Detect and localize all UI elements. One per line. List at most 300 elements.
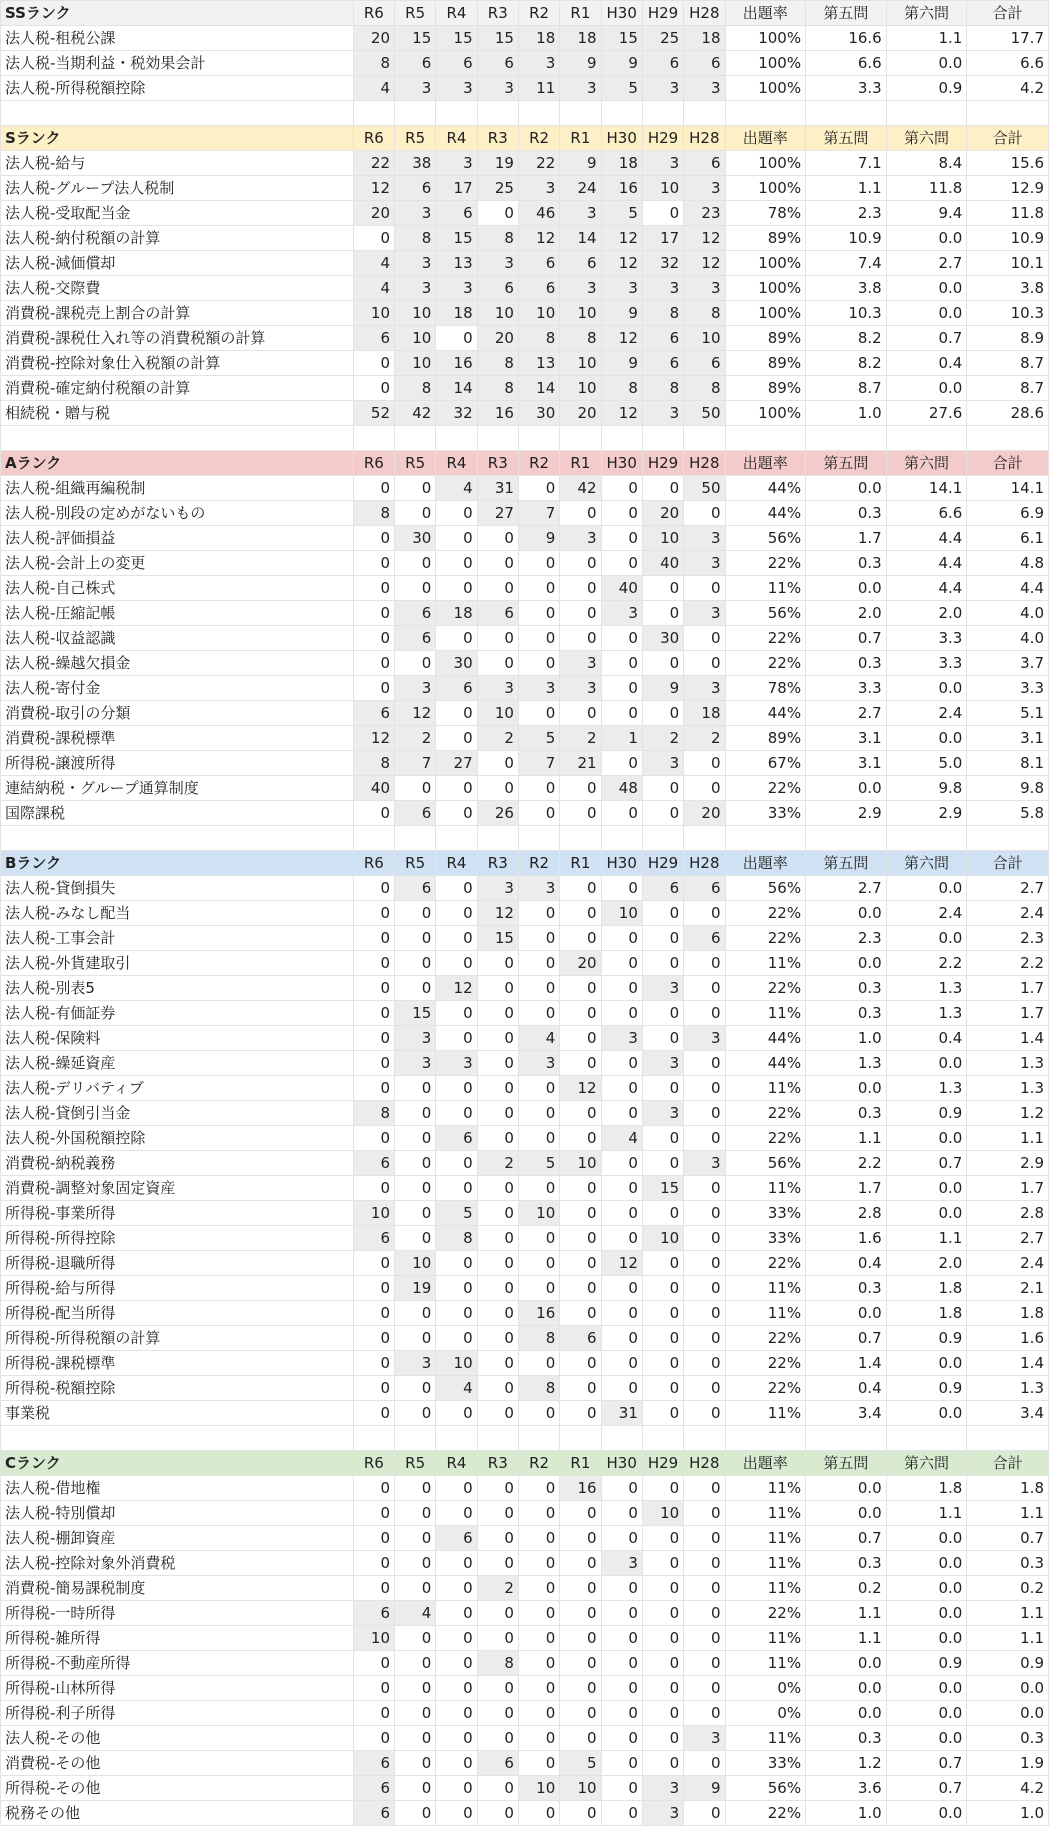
- q5-cell[interactable]: 0.0: [806, 1076, 887, 1101]
- empty-cell[interactable]: [601, 101, 642, 126]
- year-score-cell[interactable]: 5: [518, 726, 559, 751]
- empty-cell[interactable]: [684, 826, 725, 851]
- year-score-cell[interactable]: 10: [560, 1151, 601, 1176]
- year-score-cell[interactable]: 0: [395, 576, 436, 601]
- column-header[interactable]: R2: [518, 1451, 559, 1476]
- year-score-cell[interactable]: 0: [642, 651, 683, 676]
- year-score-cell[interactable]: 3: [560, 76, 601, 101]
- year-score-cell[interactable]: 0: [477, 1801, 518, 1826]
- year-score-cell[interactable]: 0: [560, 901, 601, 926]
- year-score-cell[interactable]: 0: [353, 576, 394, 601]
- year-score-cell[interactable]: 0: [642, 701, 683, 726]
- year-score-cell[interactable]: 0: [518, 1651, 559, 1676]
- rate-cell[interactable]: 22%: [725, 1101, 806, 1126]
- year-score-cell[interactable]: 0: [353, 951, 394, 976]
- q5-cell[interactable]: 7.1: [806, 151, 887, 176]
- year-score-cell[interactable]: 0: [436, 701, 477, 726]
- year-score-cell[interactable]: 6: [684, 51, 725, 76]
- year-score-cell[interactable]: 3: [601, 1026, 642, 1051]
- year-score-cell[interactable]: 3: [642, 401, 683, 426]
- year-score-cell[interactable]: 0: [601, 1576, 642, 1601]
- year-score-cell[interactable]: 10: [436, 1351, 477, 1376]
- total-cell[interactable]: 4.2: [967, 1776, 1049, 1801]
- year-score-cell[interactable]: 0: [642, 201, 683, 226]
- q5-cell[interactable]: 0.0: [806, 1651, 887, 1676]
- year-score-cell[interactable]: 0: [477, 1726, 518, 1751]
- total-cell[interactable]: 2.3: [967, 926, 1049, 951]
- total-cell[interactable]: 2.2: [967, 951, 1049, 976]
- year-score-cell[interactable]: 0: [353, 1126, 394, 1151]
- year-score-cell[interactable]: 0: [601, 1701, 642, 1726]
- empty-cell[interactable]: [725, 1426, 806, 1451]
- q6-cell[interactable]: 1.1: [886, 1501, 967, 1526]
- q5-cell[interactable]: 1.1: [806, 1626, 887, 1651]
- year-score-cell[interactable]: 0: [601, 1326, 642, 1351]
- year-score-cell[interactable]: 0: [684, 1126, 725, 1151]
- total-cell[interactable]: 2.1: [967, 1276, 1049, 1301]
- year-score-cell[interactable]: 0: [436, 1251, 477, 1276]
- year-score-cell[interactable]: 16: [436, 351, 477, 376]
- year-score-cell[interactable]: 0: [436, 1576, 477, 1601]
- empty-cell[interactable]: [560, 826, 601, 851]
- year-score-cell[interactable]: 0: [436, 1776, 477, 1801]
- year-score-cell[interactable]: 0: [353, 551, 394, 576]
- column-header[interactable]: 出題率: [725, 1, 806, 26]
- year-score-cell[interactable]: 3: [684, 601, 725, 626]
- year-score-cell[interactable]: 6: [353, 326, 394, 351]
- year-score-cell[interactable]: 15: [436, 226, 477, 251]
- year-score-cell[interactable]: 0: [684, 576, 725, 601]
- row-name-cell[interactable]: 所得税-山林所得: [1, 1676, 354, 1701]
- year-score-cell[interactable]: 6: [436, 201, 477, 226]
- year-score-cell[interactable]: 0: [601, 1051, 642, 1076]
- row-name-cell[interactable]: 所得税-税額控除: [1, 1376, 354, 1401]
- year-score-cell[interactable]: 0: [477, 1251, 518, 1276]
- year-score-cell[interactable]: 0: [684, 1626, 725, 1651]
- year-score-cell[interactable]: 0: [518, 1551, 559, 1576]
- year-score-cell[interactable]: 0: [395, 1676, 436, 1701]
- q5-cell[interactable]: 0.7: [806, 626, 887, 651]
- year-score-cell[interactable]: 0: [518, 476, 559, 501]
- year-score-cell[interactable]: 6: [684, 351, 725, 376]
- year-score-cell[interactable]: 0: [642, 1576, 683, 1601]
- empty-cell[interactable]: [806, 101, 887, 126]
- total-cell[interactable]: 1.8: [967, 1301, 1049, 1326]
- empty-cell[interactable]: [518, 101, 559, 126]
- total-cell[interactable]: 0.7: [967, 1526, 1049, 1551]
- total-cell[interactable]: 2.9: [967, 1151, 1049, 1176]
- row-name-cell[interactable]: 消費税-控除対象仕入税額の計算: [1, 351, 354, 376]
- row-name-cell[interactable]: 連結納税・グループ通算制度: [1, 776, 354, 801]
- column-header[interactable]: 第六問: [886, 1451, 967, 1476]
- year-score-cell[interactable]: 17: [642, 226, 683, 251]
- year-score-cell[interactable]: 3: [642, 751, 683, 776]
- total-cell[interactable]: 0.0: [967, 1701, 1049, 1726]
- year-score-cell[interactable]: 0: [601, 1076, 642, 1101]
- q5-cell[interactable]: 2.2: [806, 1151, 887, 1176]
- year-score-cell[interactable]: 3: [642, 151, 683, 176]
- year-score-cell[interactable]: 6: [436, 676, 477, 701]
- year-score-cell[interactable]: 31: [477, 476, 518, 501]
- year-score-cell[interactable]: 6: [684, 876, 725, 901]
- year-score-cell[interactable]: 3: [518, 676, 559, 701]
- year-score-cell[interactable]: 3: [642, 76, 683, 101]
- year-score-cell[interactable]: 16: [601, 176, 642, 201]
- year-score-cell[interactable]: 0: [353, 1501, 394, 1526]
- empty-cell[interactable]: [560, 426, 601, 451]
- total-cell[interactable]: 14.1: [967, 476, 1049, 501]
- total-cell[interactable]: 1.1: [967, 1501, 1049, 1526]
- total-cell[interactable]: 28.6: [967, 401, 1049, 426]
- row-name-cell[interactable]: 税務その他: [1, 1801, 354, 1826]
- year-score-cell[interactable]: 0: [436, 326, 477, 351]
- year-score-cell[interactable]: 0: [477, 1001, 518, 1026]
- year-score-cell[interactable]: 0: [601, 1601, 642, 1626]
- rate-cell[interactable]: 33%: [725, 1201, 806, 1226]
- total-cell[interactable]: 15.6: [967, 151, 1049, 176]
- year-score-cell[interactable]: 2: [477, 1576, 518, 1601]
- q5-cell[interactable]: 0.0: [806, 576, 887, 601]
- year-score-cell[interactable]: 0: [518, 1076, 559, 1101]
- year-score-cell[interactable]: 10: [601, 901, 642, 926]
- year-score-cell[interactable]: 0: [353, 1401, 394, 1426]
- row-name-cell[interactable]: 法人税-控除対象外消費税: [1, 1551, 354, 1576]
- year-score-cell[interactable]: 10: [642, 1501, 683, 1526]
- year-score-cell[interactable]: 0: [436, 526, 477, 551]
- total-cell[interactable]: 3.7: [967, 651, 1049, 676]
- year-score-cell[interactable]: 30: [518, 401, 559, 426]
- empty-cell[interactable]: [886, 101, 967, 126]
- q5-cell[interactable]: 10.3: [806, 301, 887, 326]
- year-score-cell[interactable]: 0: [395, 501, 436, 526]
- empty-cell[interactable]: [395, 426, 436, 451]
- year-score-cell[interactable]: 23: [684, 201, 725, 226]
- q5-cell[interactable]: 0.2: [806, 1576, 887, 1601]
- year-score-cell[interactable]: 10: [642, 176, 683, 201]
- year-score-cell[interactable]: 0: [642, 1026, 683, 1051]
- q5-cell[interactable]: 1.2: [806, 1751, 887, 1776]
- year-score-cell[interactable]: 0: [518, 1726, 559, 1751]
- year-score-cell[interactable]: 3: [395, 76, 436, 101]
- year-score-cell[interactable]: 22: [353, 151, 394, 176]
- year-score-cell[interactable]: 0: [601, 1626, 642, 1651]
- q6-cell[interactable]: 27.6: [886, 401, 967, 426]
- q6-cell[interactable]: 0.0: [886, 726, 967, 751]
- year-score-cell[interactable]: 0: [601, 1301, 642, 1326]
- year-score-cell[interactable]: 0: [353, 901, 394, 926]
- year-score-cell[interactable]: 6: [642, 876, 683, 901]
- year-score-cell[interactable]: 0: [477, 976, 518, 1001]
- year-score-cell[interactable]: 6: [353, 1801, 394, 1826]
- year-score-cell[interactable]: 3: [518, 176, 559, 201]
- rate-cell[interactable]: 11%: [725, 1726, 806, 1751]
- column-header[interactable]: 第六問: [886, 1, 967, 26]
- q6-cell[interactable]: 0.0: [886, 876, 967, 901]
- year-score-cell[interactable]: 18: [436, 601, 477, 626]
- rate-cell[interactable]: 22%: [725, 1326, 806, 1351]
- rate-cell[interactable]: 22%: [725, 651, 806, 676]
- empty-cell[interactable]: [725, 101, 806, 126]
- year-score-cell[interactable]: 10: [395, 326, 436, 351]
- year-score-cell[interactable]: 0: [518, 1476, 559, 1501]
- q6-cell[interactable]: 0.0: [886, 1126, 967, 1151]
- total-cell[interactable]: 1.3: [967, 1376, 1049, 1401]
- year-score-cell[interactable]: 10: [477, 301, 518, 326]
- year-score-cell[interactable]: 0: [560, 976, 601, 1001]
- row-name-cell[interactable]: 法人税-グループ法人税制: [1, 176, 354, 201]
- rate-cell[interactable]: 11%: [725, 951, 806, 976]
- rate-cell[interactable]: 33%: [725, 801, 806, 826]
- empty-cell[interactable]: [806, 426, 887, 451]
- year-score-cell[interactable]: 0: [436, 1001, 477, 1026]
- year-score-cell[interactable]: 9: [601, 351, 642, 376]
- year-score-cell[interactable]: 0: [560, 1101, 601, 1126]
- column-header[interactable]: H29: [642, 1, 683, 26]
- column-header[interactable]: R1: [560, 1, 601, 26]
- year-score-cell[interactable]: 0: [642, 1651, 683, 1676]
- column-header[interactable]: R4: [436, 451, 477, 476]
- rate-cell[interactable]: 11%: [725, 1576, 806, 1601]
- q5-cell[interactable]: 1.1: [806, 1126, 887, 1151]
- year-score-cell[interactable]: 0: [684, 1551, 725, 1576]
- empty-cell[interactable]: [436, 426, 477, 451]
- q6-cell[interactable]: 4.4: [886, 551, 967, 576]
- year-score-cell[interactable]: 9: [601, 301, 642, 326]
- empty-cell[interactable]: [395, 1426, 436, 1451]
- q6-cell[interactable]: 2.0: [886, 601, 967, 626]
- rate-cell[interactable]: 100%: [725, 76, 806, 101]
- column-header[interactable]: R1: [560, 1451, 601, 1476]
- q6-cell[interactable]: 0.9: [886, 76, 967, 101]
- year-score-cell[interactable]: 10: [353, 1201, 394, 1226]
- year-score-cell[interactable]: 0: [684, 1476, 725, 1501]
- row-name-cell[interactable]: 法人税-別段の定めがないもの: [1, 501, 354, 526]
- year-score-cell[interactable]: 17: [436, 176, 477, 201]
- q6-cell[interactable]: 0.0: [886, 926, 967, 951]
- total-cell[interactable]: 8.7: [967, 351, 1049, 376]
- year-score-cell[interactable]: 0: [601, 1501, 642, 1526]
- column-header[interactable]: H28: [684, 126, 725, 151]
- year-score-cell[interactable]: 8: [601, 376, 642, 401]
- total-cell[interactable]: 1.7: [967, 1176, 1049, 1201]
- year-score-cell[interactable]: 0: [684, 1226, 725, 1251]
- year-score-cell[interactable]: 4: [353, 276, 394, 301]
- rate-cell[interactable]: 22%: [725, 1376, 806, 1401]
- year-score-cell[interactable]: 0: [395, 1726, 436, 1751]
- row-name-cell[interactable]: 法人税-納付税額の計算: [1, 226, 354, 251]
- year-score-cell[interactable]: 0: [436, 576, 477, 601]
- year-score-cell[interactable]: 3: [642, 276, 683, 301]
- year-score-cell[interactable]: 0: [395, 651, 436, 676]
- total-cell[interactable]: 10.1: [967, 251, 1049, 276]
- empty-cell[interactable]: [560, 1426, 601, 1451]
- column-header[interactable]: R1: [560, 851, 601, 876]
- year-score-cell[interactable]: 0: [395, 1776, 436, 1801]
- column-header[interactable]: 第六問: [886, 126, 967, 151]
- year-score-cell[interactable]: 5: [436, 1201, 477, 1226]
- row-name-cell[interactable]: 法人税-寄付金: [1, 676, 354, 701]
- year-score-cell[interactable]: 0: [518, 1226, 559, 1251]
- year-score-cell[interactable]: 0: [395, 1176, 436, 1201]
- year-score-cell[interactable]: 0: [684, 751, 725, 776]
- q5-cell[interactable]: 6.6: [806, 51, 887, 76]
- column-header[interactable]: H28: [684, 851, 725, 876]
- q6-cell[interactable]: 2.0: [886, 1251, 967, 1276]
- year-score-cell[interactable]: 3: [642, 1776, 683, 1801]
- q6-cell[interactable]: 0.0: [886, 1401, 967, 1426]
- row-name-cell[interactable]: 相続税・贈与税: [1, 401, 354, 426]
- year-score-cell[interactable]: 20: [684, 801, 725, 826]
- year-score-cell[interactable]: 0: [477, 1526, 518, 1551]
- year-score-cell[interactable]: 3: [642, 976, 683, 1001]
- year-score-cell[interactable]: 0: [518, 1176, 559, 1201]
- year-score-cell[interactable]: 0: [684, 1051, 725, 1076]
- empty-cell[interactable]: [1, 101, 354, 126]
- year-score-cell[interactable]: 0: [353, 1276, 394, 1301]
- total-cell[interactable]: 8.9: [967, 326, 1049, 351]
- year-score-cell[interactable]: 3: [684, 1151, 725, 1176]
- column-header[interactable]: H28: [684, 451, 725, 476]
- year-score-cell[interactable]: 4: [353, 76, 394, 101]
- q5-cell[interactable]: 1.3: [806, 1051, 887, 1076]
- year-score-cell[interactable]: 12: [518, 226, 559, 251]
- year-score-cell[interactable]: 40: [642, 551, 683, 576]
- total-cell[interactable]: 1.4: [967, 1351, 1049, 1376]
- rate-cell[interactable]: 22%: [725, 1251, 806, 1276]
- year-score-cell[interactable]: 0: [601, 1176, 642, 1201]
- year-score-cell[interactable]: 10: [560, 1776, 601, 1801]
- year-score-cell[interactable]: 12: [601, 226, 642, 251]
- year-score-cell[interactable]: 0: [684, 1801, 725, 1826]
- year-score-cell[interactable]: 14: [518, 376, 559, 401]
- row-name-cell[interactable]: 法人税-工事会計: [1, 926, 354, 951]
- year-score-cell[interactable]: 0: [684, 1001, 725, 1026]
- rate-cell[interactable]: 67%: [725, 751, 806, 776]
- row-name-cell[interactable]: 国際課税: [1, 801, 354, 826]
- year-score-cell[interactable]: 0: [684, 626, 725, 651]
- year-score-cell[interactable]: 0: [477, 1126, 518, 1151]
- year-score-cell[interactable]: 0: [436, 951, 477, 976]
- year-score-cell[interactable]: 0: [560, 1676, 601, 1701]
- total-cell[interactable]: 11.8: [967, 201, 1049, 226]
- rate-cell[interactable]: 89%: [725, 351, 806, 376]
- year-score-cell[interactable]: 0: [560, 1551, 601, 1576]
- total-cell[interactable]: 4.8: [967, 551, 1049, 576]
- year-score-cell[interactable]: 12: [601, 326, 642, 351]
- q6-cell[interactable]: 0.9: [886, 1101, 967, 1126]
- year-score-cell[interactable]: 30: [642, 626, 683, 651]
- q5-cell[interactable]: 3.3: [806, 676, 887, 701]
- year-score-cell[interactable]: 0: [560, 601, 601, 626]
- year-score-cell[interactable]: 0: [601, 951, 642, 976]
- year-score-cell[interactable]: 0: [518, 976, 559, 1001]
- year-score-cell[interactable]: 0: [601, 926, 642, 951]
- column-header[interactable]: 合計: [967, 126, 1049, 151]
- year-score-cell[interactable]: 0: [353, 626, 394, 651]
- q5-cell[interactable]: 0.0: [806, 476, 887, 501]
- year-score-cell[interactable]: 6: [395, 601, 436, 626]
- year-score-cell[interactable]: 0: [477, 1276, 518, 1301]
- year-score-cell[interactable]: 15: [395, 1001, 436, 1026]
- year-score-cell[interactable]: 10: [642, 526, 683, 551]
- year-score-cell[interactable]: 0: [395, 1126, 436, 1151]
- q5-cell[interactable]: 0.3: [806, 1276, 887, 1301]
- year-score-cell[interactable]: 3: [518, 1051, 559, 1076]
- year-score-cell[interactable]: 0: [684, 1701, 725, 1726]
- empty-cell[interactable]: [642, 101, 683, 126]
- year-score-cell[interactable]: 0: [436, 501, 477, 526]
- year-score-cell[interactable]: 6: [560, 1326, 601, 1351]
- year-score-cell[interactable]: 0: [601, 1776, 642, 1801]
- q6-cell[interactable]: 2.4: [886, 701, 967, 726]
- year-score-cell[interactable]: 0: [560, 1301, 601, 1326]
- rate-cell[interactable]: 22%: [725, 1126, 806, 1151]
- column-header[interactable]: R1: [560, 126, 601, 151]
- year-score-cell[interactable]: 0: [560, 1201, 601, 1226]
- row-name-cell[interactable]: 法人税-減価償却: [1, 251, 354, 276]
- year-score-cell[interactable]: 6: [353, 1751, 394, 1776]
- year-score-cell[interactable]: 0: [601, 526, 642, 551]
- year-score-cell[interactable]: 0: [642, 1301, 683, 1326]
- rate-cell[interactable]: 44%: [725, 701, 806, 726]
- year-score-cell[interactable]: 40: [601, 576, 642, 601]
- empty-cell[interactable]: [436, 101, 477, 126]
- row-name-cell[interactable]: 消費税-課税売上割合の計算: [1, 301, 354, 326]
- year-score-cell[interactable]: 0: [560, 1651, 601, 1676]
- rate-cell[interactable]: 22%: [725, 1351, 806, 1376]
- q5-cell[interactable]: 1.4: [806, 1351, 887, 1376]
- q6-cell[interactable]: 14.1: [886, 476, 967, 501]
- year-score-cell[interactable]: 0: [642, 601, 683, 626]
- empty-cell[interactable]: [436, 1426, 477, 1451]
- year-score-cell[interactable]: 3: [436, 276, 477, 301]
- empty-cell[interactable]: [806, 826, 887, 851]
- year-score-cell[interactable]: 7: [518, 751, 559, 776]
- column-header[interactable]: 第六問: [886, 851, 967, 876]
- rate-cell[interactable]: 100%: [725, 401, 806, 426]
- rate-cell[interactable]: 78%: [725, 676, 806, 701]
- year-score-cell[interactable]: 0: [353, 1351, 394, 1376]
- year-score-cell[interactable]: 8: [642, 301, 683, 326]
- q5-cell[interactable]: 3.1: [806, 726, 887, 751]
- year-score-cell[interactable]: 0: [601, 551, 642, 576]
- year-score-cell[interactable]: 0: [560, 1026, 601, 1051]
- q6-cell[interactable]: 1.8: [886, 1476, 967, 1501]
- year-score-cell[interactable]: 0: [395, 1401, 436, 1426]
- year-score-cell[interactable]: 8: [477, 226, 518, 251]
- year-score-cell[interactable]: 8: [518, 1326, 559, 1351]
- year-score-cell[interactable]: 6: [560, 251, 601, 276]
- year-score-cell[interactable]: 12: [684, 251, 725, 276]
- year-score-cell[interactable]: 10: [518, 1776, 559, 1801]
- column-header[interactable]: H29: [642, 851, 683, 876]
- row-name-cell[interactable]: 法人税-外国税額控除: [1, 1126, 354, 1151]
- year-score-cell[interactable]: 6: [436, 51, 477, 76]
- year-score-cell[interactable]: 20: [353, 201, 394, 226]
- year-score-cell[interactable]: 5: [601, 201, 642, 226]
- year-score-cell[interactable]: 0: [477, 626, 518, 651]
- year-score-cell[interactable]: 6: [684, 151, 725, 176]
- year-score-cell[interactable]: 12: [601, 401, 642, 426]
- year-score-cell[interactable]: 0: [477, 751, 518, 776]
- year-score-cell[interactable]: 0: [395, 1301, 436, 1326]
- q6-cell[interactable]: 0.9: [886, 1651, 967, 1676]
- year-score-cell[interactable]: 0: [353, 1651, 394, 1676]
- year-score-cell[interactable]: 25: [477, 176, 518, 201]
- row-name-cell[interactable]: 所得税-所得税額の計算: [1, 1326, 354, 1351]
- total-cell[interactable]: 9.8: [967, 776, 1049, 801]
- year-score-cell[interactable]: 6: [436, 1126, 477, 1151]
